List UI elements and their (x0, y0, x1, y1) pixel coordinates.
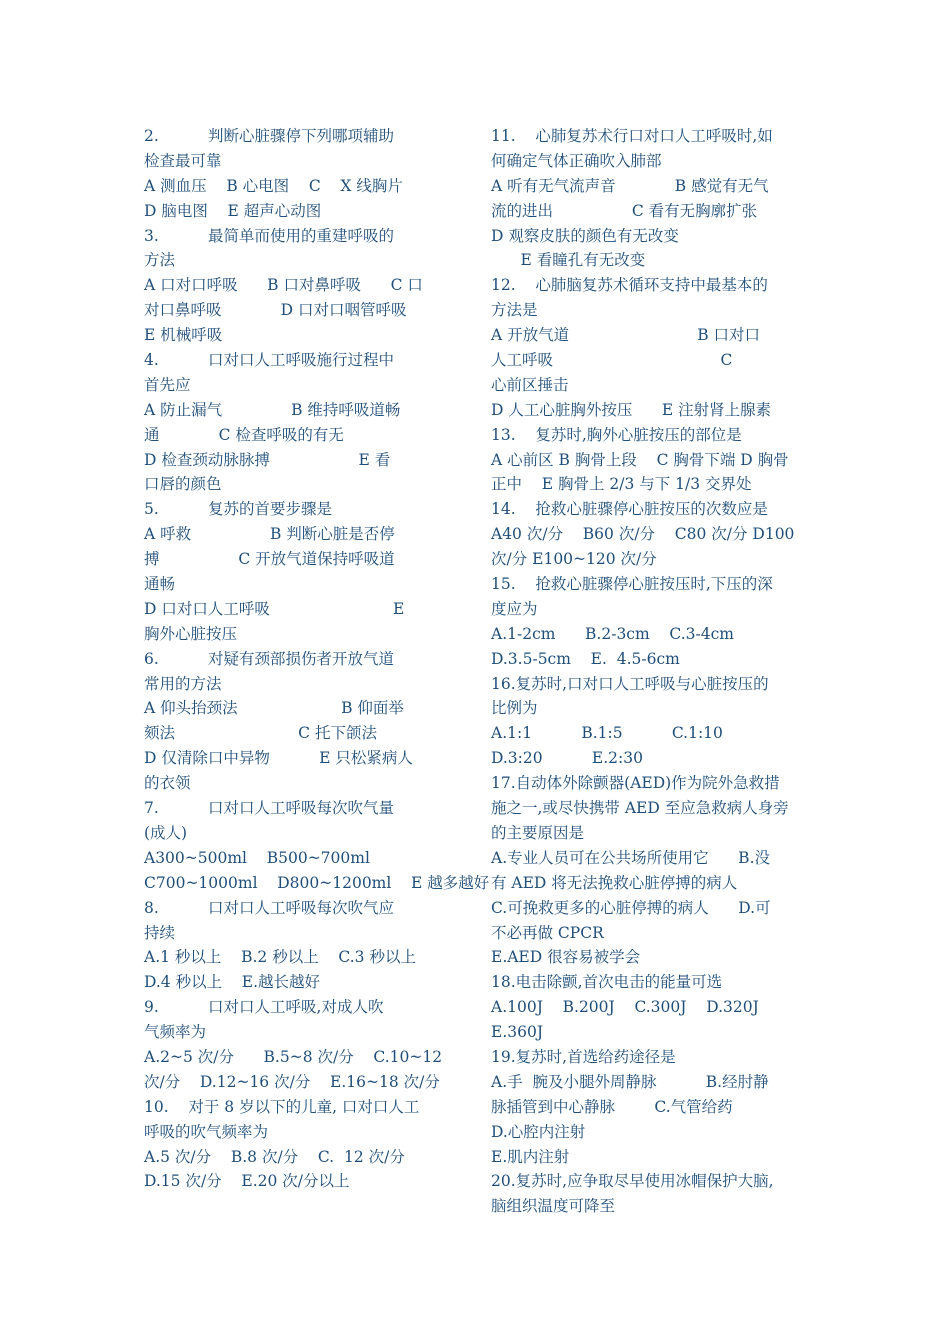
right-column-text-line: 的主要原因是 (491, 823, 585, 842)
right-column-text-line: A.专业人员可在公共场所使用它 B.没 (491, 848, 771, 867)
left-column-text-line: D.4 秒以上 E.越长越好 (144, 973, 321, 992)
left-column-text-line: 呼吸的吹气频率为 (144, 1122, 269, 1141)
right-column-text-line: D 观察皮肤的颜色有无改变 (491, 226, 679, 245)
right-column-text-line: 度应为 (491, 599, 538, 618)
left-column-text-line: A 仰头抬颈法 B 仰面举 (144, 699, 404, 718)
left-column-text-line: 的衣领 (144, 774, 191, 793)
left-column-text-line: 搏 C 开放气道保持呼吸道 (144, 550, 395, 569)
left-column-text-line: 首先应 (144, 375, 191, 394)
left-column-text-line: 胸外心脏按压 (144, 624, 238, 643)
right-column-text-line: A 听有无气流声音 B 感觉有无气 (491, 176, 769, 195)
left-column-text-line: A 口对口呼吸 B 口对鼻呼吸 C 口 (144, 276, 423, 295)
left-column-text-line: 10. 对于 8 岁以下的儿童, 口对口人工 (144, 1097, 420, 1116)
left-column-text-line: 检查最可靠 (144, 151, 222, 170)
left-column-text-line: (成人) (144, 823, 188, 842)
left-column-text-line: C700~1000ml D800~1200ml E 越多越好 (144, 873, 490, 892)
left-column-text-line: 口唇的颜色 (144, 475, 222, 494)
right-column-text-line: A.100J B.200J C.300J D.320J (491, 998, 759, 1017)
left-column-text-line: 5. 复苏的首要步骤是 (144, 500, 333, 519)
right-column-text-line: 次/分 E100~120 次/分 (491, 550, 657, 569)
left-column-text-line: D 口对口人工呼吸 E (144, 599, 405, 618)
left-column-text-line: 2. 判断心脏骤停下列哪项辅助 (144, 127, 395, 145)
right-column-text-line: 有 AED 将无法挽救心脏停搏的病人 (491, 873, 738, 892)
left-column-text-line: 6. 对疑有颈部损伤者开放气道 (144, 649, 395, 668)
left-column-text-line: D 检查颈动脉脉搏 E 看 (144, 450, 391, 469)
left-column-text-line: A 防止漏气 B 维持呼吸道畅 (144, 400, 401, 419)
left-column-text-line: 对口鼻呼吸 D 口对口咽管呼吸 (144, 301, 407, 320)
right-column-text-line: 脉插管到中心静脉 C.气管给药 (491, 1097, 733, 1116)
right-column-text-line: 施之一,或尽快携带 AED 至应急救病人身旁 (491, 799, 789, 818)
right-column-text-line: D.心腔内注射 (491, 1122, 586, 1141)
right-column-text-line: 16.复苏时,口对口人工呼吸与心脏按压的 (491, 674, 769, 693)
left-column-text-line: D 脑电图 E 超声心动图 (144, 201, 322, 220)
right-column-text-line: 20.复苏时,应争取尽早使用冰帽保护大脑, (491, 1172, 774, 1191)
right-column-text-line: 12. 心肺脑复苏术循环支持中最基本的 (491, 276, 768, 295)
right-column-text-line: 19.复苏时,首选给药途径是 (491, 1047, 676, 1066)
right-column-text-line: A.1:1 B.1:5 C.1:10 (491, 724, 723, 743)
left-column-text-line: 持续 (144, 923, 176, 942)
right-column-text-line: D 人工心脏胸外按压 E 注射肾上腺素 (491, 400, 772, 419)
right-column-text-line: A 开放气道 B 口对口 (491, 326, 761, 345)
right-column-text-line: 正中 E 胸骨上 2/3 与下 1/3 交界处 (491, 475, 752, 494)
left-column-text-line: A 测血压 B 心电图 C X 线胸片 (144, 176, 403, 195)
left-column-text-line: D.15 次/分 E.20 次/分以上 (144, 1172, 350, 1191)
left-column-text-line: A300~500ml B500~700ml (144, 848, 370, 867)
right-column-text-line: A40 次/分 B60 次/分 C80 次/分 D100 (491, 525, 795, 544)
right-column-text-line: 心前区捶击 (491, 375, 569, 394)
right-column-text-line: 流的进出 C 看有无胸廓扩张 (491, 201, 758, 220)
left-column-text-line: 方法 (144, 251, 176, 270)
right-column-text-line: 何确定气体正确吹入肺部 (491, 151, 662, 170)
right-column-text-line: E.360J (491, 1023, 544, 1042)
right-column-text-line: 方法是 (491, 301, 538, 320)
left-column-text-line: A.2~5 次/分 B.5~8 次/分 C.10~12 (144, 1047, 443, 1066)
right-column (491, 124, 804, 1219)
right-column-text-line: 13. 复苏时,胸外心脏按压的部位是 (491, 425, 742, 444)
right-column-text-line: A.手 腕及小腿外周静脉 B.经肘静 (491, 1072, 769, 1091)
right-column-text-line: E 看瞳孔有无改变 (491, 251, 646, 270)
left-column-text-line: 9. 口对口人工呼吸,对成人吹 (144, 998, 384, 1017)
right-column-text-line: D.3:20 E.2:30 (491, 749, 643, 768)
left-column-text-line: 7. 口对口人工呼吸每次吹气量 (144, 799, 395, 818)
right-column-text-line: D.3.5-5cm E. 4.5-6cm (491, 649, 680, 668)
left-column-text-line: A 呼救 B 判断心脏是否停 (144, 525, 395, 544)
right-column-text-line: 15. 抢救心脏骤停心脏按压时,下压的深 (491, 575, 773, 594)
left-column-text-line: 常用的方法 (144, 674, 222, 693)
right-column-text-line: C.可挽救更多的心脏停搏的病人 D.可 (491, 898, 771, 917)
left-column (144, 124, 490, 1194)
right-column-text-line: E.肌内注射 (491, 1147, 570, 1166)
right-column-text-line: 不必再做 CPCR (491, 923, 604, 942)
left-column-text-line: 气频率为 (144, 1023, 207, 1042)
right-column-text-line: 11. 心肺复苏术行口对口人工呼吸时,如 (491, 127, 773, 145)
left-column-text-line: D 仅清除口中异物 E 只松紧病人 (144, 749, 413, 768)
left-column-text-line: 3. 最简单而使用的重建呼吸的 (144, 226, 395, 245)
right-column-text-line: 人工呼吸 C (491, 351, 733, 370)
right-column-text-line: A 心前区 B 胸骨上段 C 胸骨下端 D 胸骨 (491, 450, 789, 469)
left-column-text-line: 4. 口对口人工呼吸施行过程中 (144, 351, 395, 370)
right-column-text-line: E.AED 很容易被学会 (491, 948, 641, 967)
right-column-text-line: A.1-2cm B.2-3cm C.3-4cm (491, 624, 734, 643)
left-column-text-line: 颏法 C 托下颌法 (144, 724, 377, 743)
right-column-text-line: 比例为 (491, 699, 538, 718)
left-column-text-line: A.1 秒以上 B.2 秒以上 C.3 秒以上 (144, 948, 416, 967)
right-column-text-line: 14. 抢救心脏骤停心脏按压的次数应是 (491, 500, 768, 519)
right-column-text-line: 脑组织温度可降至 (491, 1197, 616, 1216)
left-column-text-line: 次/分 D.12~16 次/分 E.16~18 次/分 (144, 1072, 440, 1091)
left-column-text-line: 通 C 检查呼吸的有无 (144, 425, 344, 444)
left-column-text-line: E 机械呼吸 (144, 326, 223, 345)
left-column-text-line: A.5 次/分 B.8 次/分 C. 12 次/分 (144, 1147, 405, 1166)
right-column-text-line: 18.电击除颤,首次电击的能量可选 (491, 973, 723, 992)
left-column-text-line: 8. 口对口人工呼吸每次吹气应 (144, 898, 395, 917)
right-column-text-line: 17.自动体外除颤器(AED)作为院外急救措 (491, 774, 780, 793)
left-column-text-line: 通畅 (144, 575, 176, 594)
